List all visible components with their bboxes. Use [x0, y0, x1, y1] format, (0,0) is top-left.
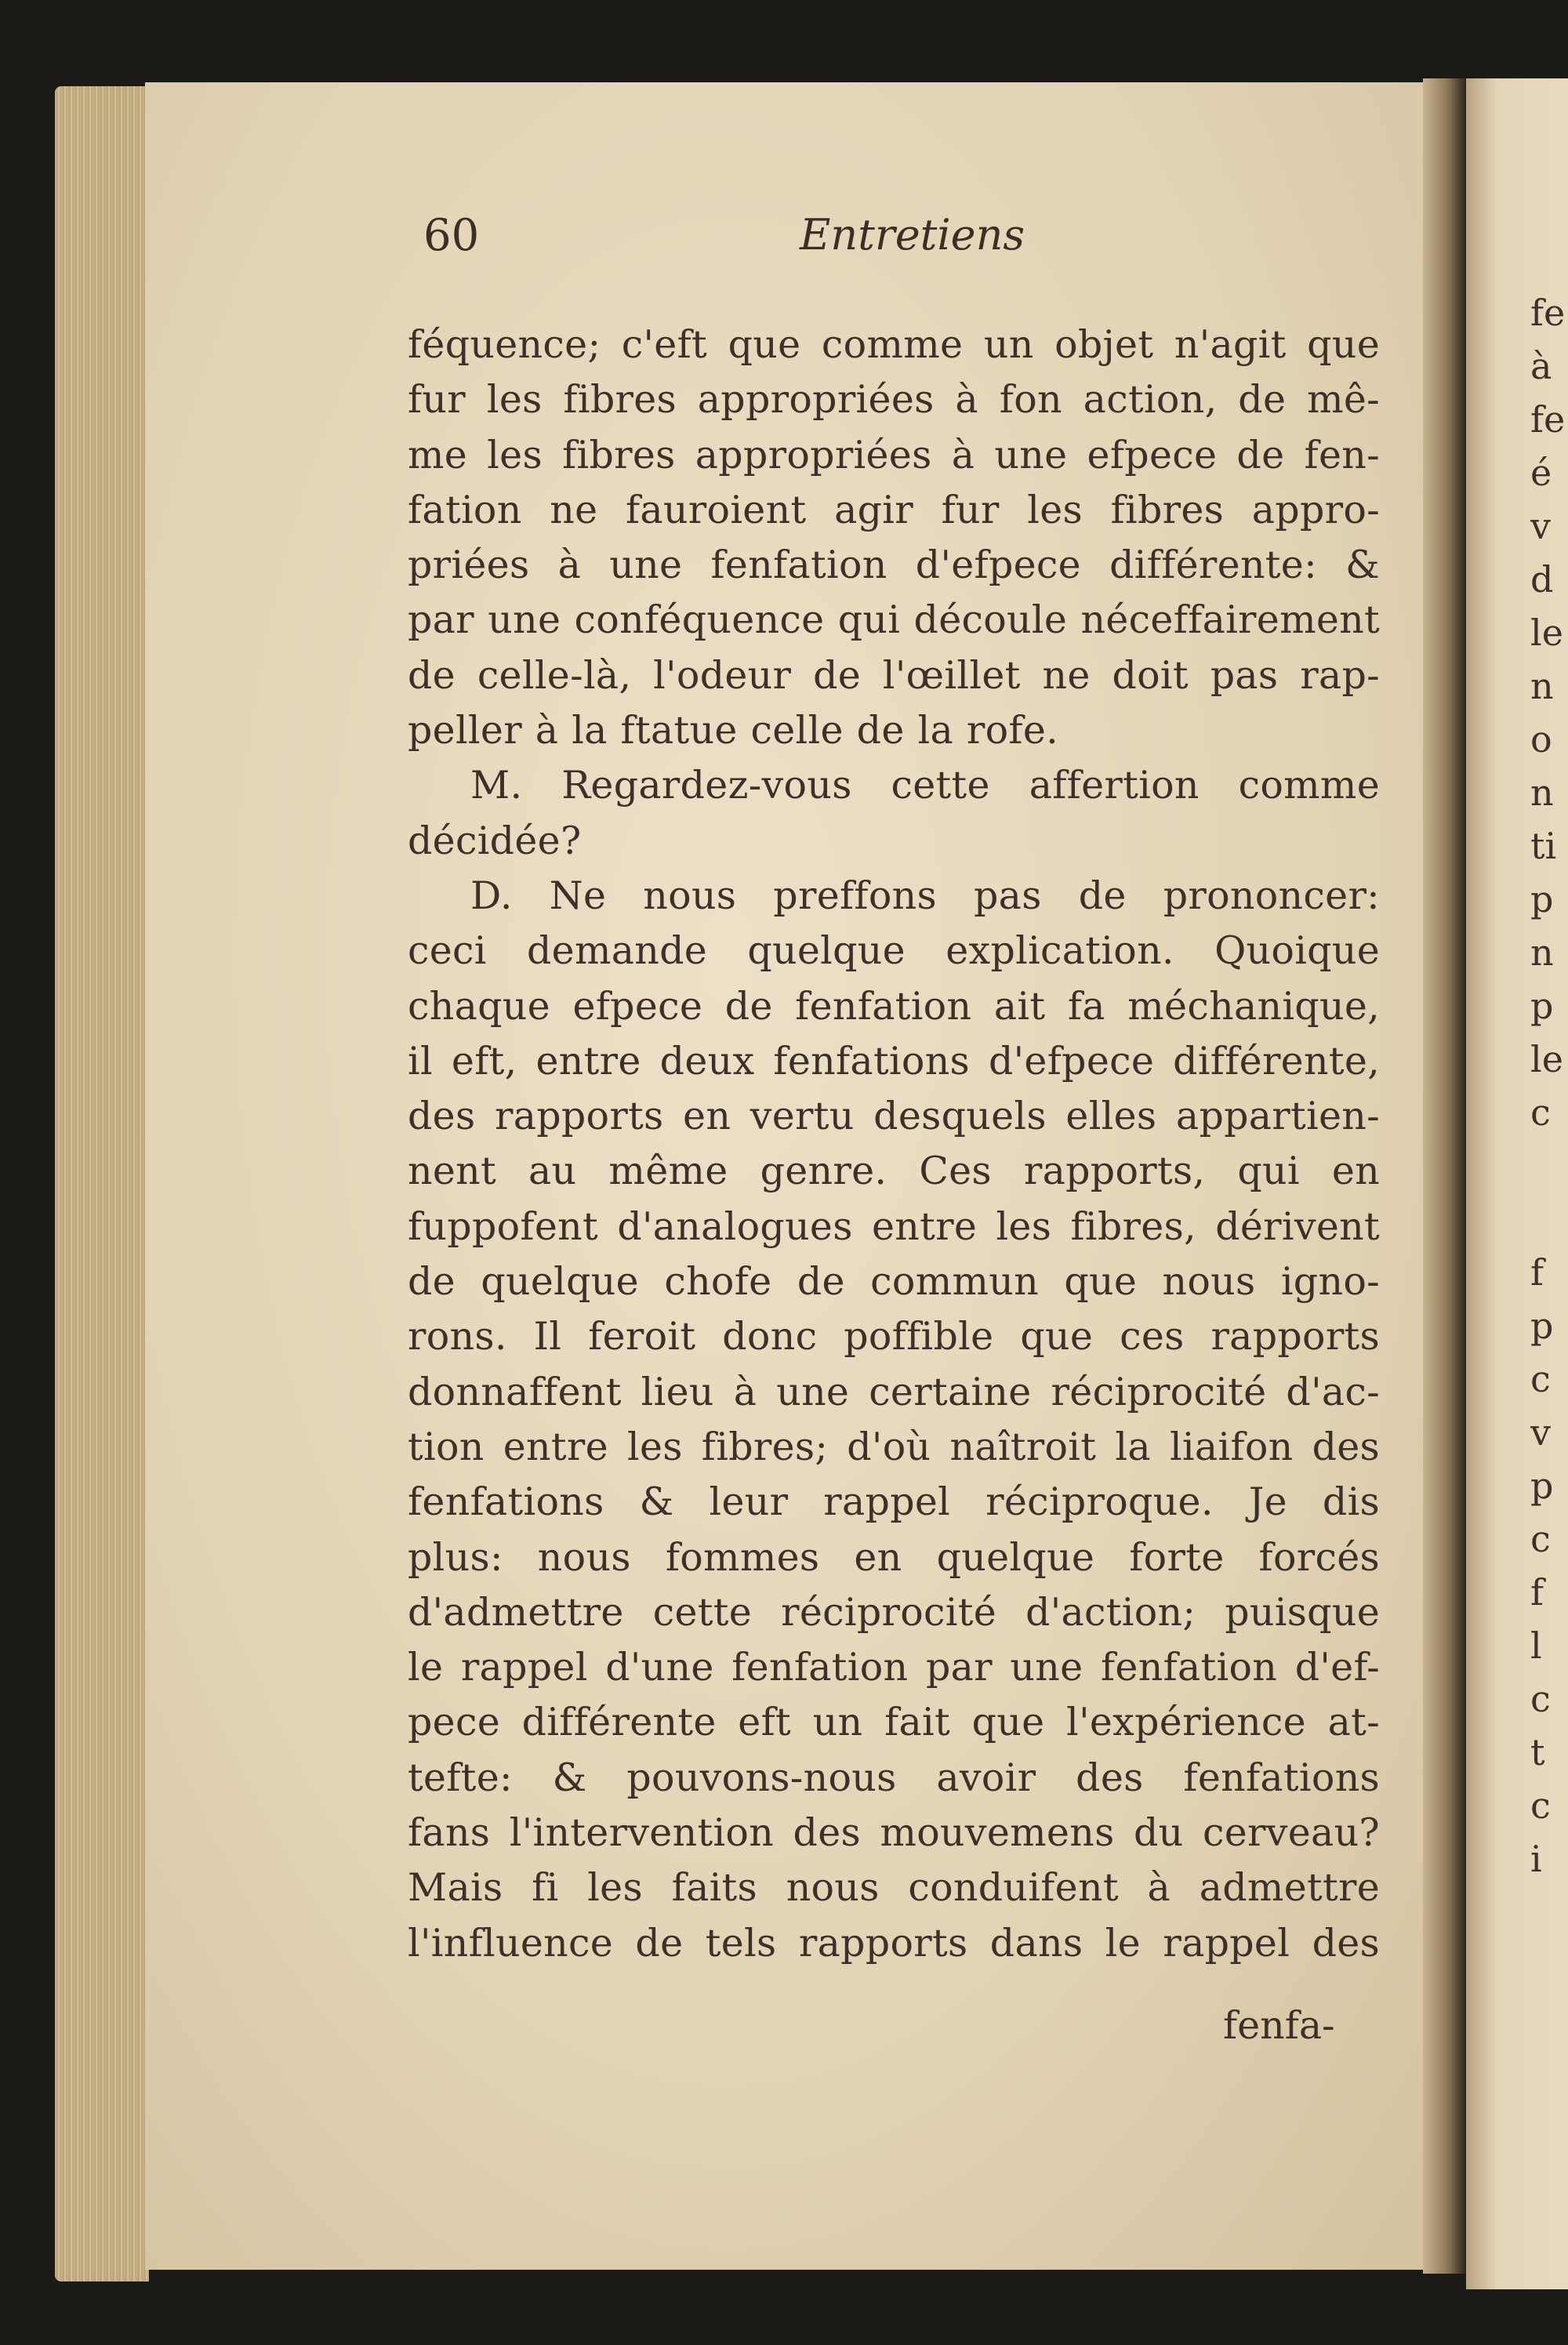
running-head: Entretiens [800, 210, 1025, 260]
text-line: peller à la ftatue celle de la rofe. [408, 708, 1059, 753]
text-line: plus: nous fommes en quelque forte forcés [408, 1534, 1380, 1580]
text-line: fenfations & leur rappel réciproque. Je dis [408, 1479, 1380, 1525]
text-line: d'admettre cette réciprocité d'action; puisque [408, 1589, 1380, 1635]
facing-line: i [1530, 1838, 1542, 1880]
book-gutter [1423, 78, 1466, 2274]
facing-line: c [1530, 1091, 1551, 1134]
text-line: le rappel d'une fenfation par une fenfation d'ef- [408, 1645, 1380, 1690]
facing-line: l [1530, 1624, 1542, 1667]
text-line: l'influence de tels rapports dans le rappel des [408, 1920, 1380, 1966]
facing-line: d [1530, 558, 1554, 601]
facing-line [1530, 1192, 1568, 1246]
text-line: décidée? [408, 818, 582, 863]
text-line: par une conféquence qui découle néceffairement [408, 597, 1380, 643]
text-line: nent au même genre. Ces rapports, qui en [408, 1149, 1380, 1194]
facing-line: v [1530, 1411, 1551, 1454]
page-number: 60 [423, 210, 480, 261]
facing-line: é [1530, 452, 1552, 494]
catchword: fenfa- [1223, 2003, 1335, 2048]
facing-line: t [1530, 1731, 1545, 1773]
text-line: il eft, entre deux fenfations d'efpece différente, [408, 1038, 1380, 1084]
facing-line: fe [1530, 398, 1566, 441]
facing-line: n [1530, 771, 1554, 814]
text-line: donnaffent lieu à une certaine réciprocité d'ac- [408, 1369, 1380, 1414]
text-line: fuppofent d'analogues entre les fibres, dérivent [408, 1203, 1380, 1249]
facing-line: v [1530, 505, 1551, 547]
facing-line: n [1530, 665, 1554, 707]
text-line: de celle-là, l'odeur de l'œillet ne doit pas rap- [408, 652, 1380, 698]
text-line: M. Regardez-vous cette affertion comme [470, 763, 1380, 808]
facing-line: f [1530, 1251, 1544, 1294]
facing-line: p [1530, 878, 1554, 920]
text-line: rons. Il feroit donc poffible que ces rapports [408, 1314, 1380, 1359]
text-line: chaque efpece de fenfation ait fa méchanique, [408, 983, 1380, 1029]
text-line: fans l'intervention des mouvemens du cerveau? [408, 1810, 1380, 1856]
facing-page-text [1530, 286, 1568, 1886]
text-line: Mais fi les faits nous conduifent à admettre [408, 1865, 1380, 1911]
facing-line: p [1530, 985, 1554, 1027]
facing-line: p [1530, 1305, 1554, 1347]
facing-line: le [1530, 612, 1563, 654]
facing-line: le [1530, 1038, 1563, 1080]
facing-line: n [1530, 931, 1554, 974]
facing-line: à [1530, 345, 1552, 387]
text-line: pece différente eft un fait que l'expérience at- [408, 1700, 1380, 1745]
text-line: D. Ne nous preffons pas de prononcer: [470, 873, 1380, 918]
text-line: priées à une fenfation d'efpece différente: & [408, 543, 1380, 588]
text-line: tion entre les fibres; d'où naîtroit la liaifon des [408, 1424, 1380, 1469]
text-line: fur les fibres appropriées à fon action, de mê- [408, 377, 1380, 423]
facing-line: c [1530, 1784, 1551, 1827]
facing-line: c [1530, 1678, 1551, 1720]
facing-line: f [1530, 1571, 1544, 1614]
facing-line [1530, 1139, 1568, 1192]
facing-line: c [1530, 1358, 1551, 1400]
text-line: me les fibres appropriées à une efpece de fen- [408, 432, 1380, 477]
facing-line: c [1530, 1518, 1551, 1560]
text-line: fation ne fauroient agir fur les fibres appro- [408, 487, 1380, 532]
facing-line: fe [1530, 292, 1566, 334]
text-line: tefte: & pouvons-nous avoir des fenfations [408, 1755, 1380, 1800]
body-text [408, 318, 1380, 1971]
facing-line: p [1530, 1465, 1554, 1507]
page-edges [55, 86, 149, 2281]
text-line: féquence; c'eft que comme un objet n'agit que [408, 322, 1380, 367]
text-line: ceci demande quelque explication. Quoique [408, 928, 1380, 974]
facing-line: ti [1530, 825, 1557, 867]
text-line: de quelque chofe de commun que nous igno- [408, 1259, 1380, 1305]
facing-line: o [1530, 718, 1552, 760]
text-line: des rapports en vertu desquels elles appartien- [408, 1094, 1380, 1139]
